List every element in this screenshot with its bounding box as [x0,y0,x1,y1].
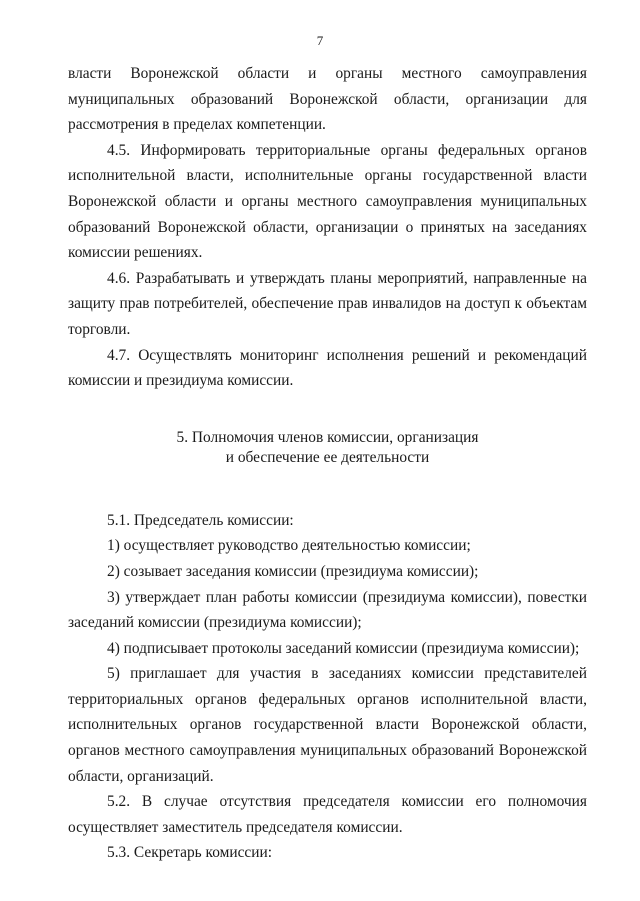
section-heading [68,428,587,468]
paragraph-4-6: 4.6. Разрабатывать и утверждать планы мероприятий, направленные на защиту прав потребителей, обеспечение прав инвалидов на доступ к объектам торговли. [68,269,587,338]
paragraph-5-3: 5.3. Секретарь комиссии: [107,844,273,862]
section-heading-line-1: 5. Полномочия членов комиссии, организация [176,428,479,446]
page-number: 7 [316,33,324,48]
paragraph-continuation: власти Воронежской области и органы местного самоуправления муниципальных образований Воронежской области, организации для рассмотрения в пределах компетенции. [68,65,587,134]
paragraph-5-1: 5.1. Председатель комиссии: [107,511,294,529]
paragraph-4-7: 4.7. Осуществлять мониторинг исполнения решений и рекомендаций комиссии и президиума комиссии. [68,346,587,390]
list-item-1: 1) осуществляет руководство деятельностью комиссии; [107,537,471,555]
paragraph-5-2: 5.2. В случае отсутствия председателя комиссии его полномочия осуществляет заместитель председателя комиссии. [68,793,587,836]
paragraph-4-5: 4.5. Информировать территориальные органы федеральных органов исполнительной власти, исполнительные органы государственной власти Воронежской области и органы местного самоуправления муниципальных образований Воронежской области, организации о принятых на заседаниях комиссии решениях. [68,141,587,262]
document-body [68,61,587,866]
section-heading-line-2: и обеспечение ее деятельности [225,448,430,466]
list-item-4: 4) подписывает протоколы заседаний комиссии (президиума комиссии); [107,639,580,657]
list-item-2: 2) созывает заседания комиссии (президиума комиссии); [107,562,479,580]
list-item-5: 5) приглашает для участия в заседаниях комиссии представителей территориальных органов федеральных органов исполнительной власти, исполнительных органов государственной власти Воронежской области, органов местного самоуправления муниципальных образований Воронежской области, организаций. [68,665,587,785]
list-item-3: 3) утверждает план работы комиссии (президиума комиссии), повестки заседаний комиссии (президиума комиссии); [68,588,587,632]
